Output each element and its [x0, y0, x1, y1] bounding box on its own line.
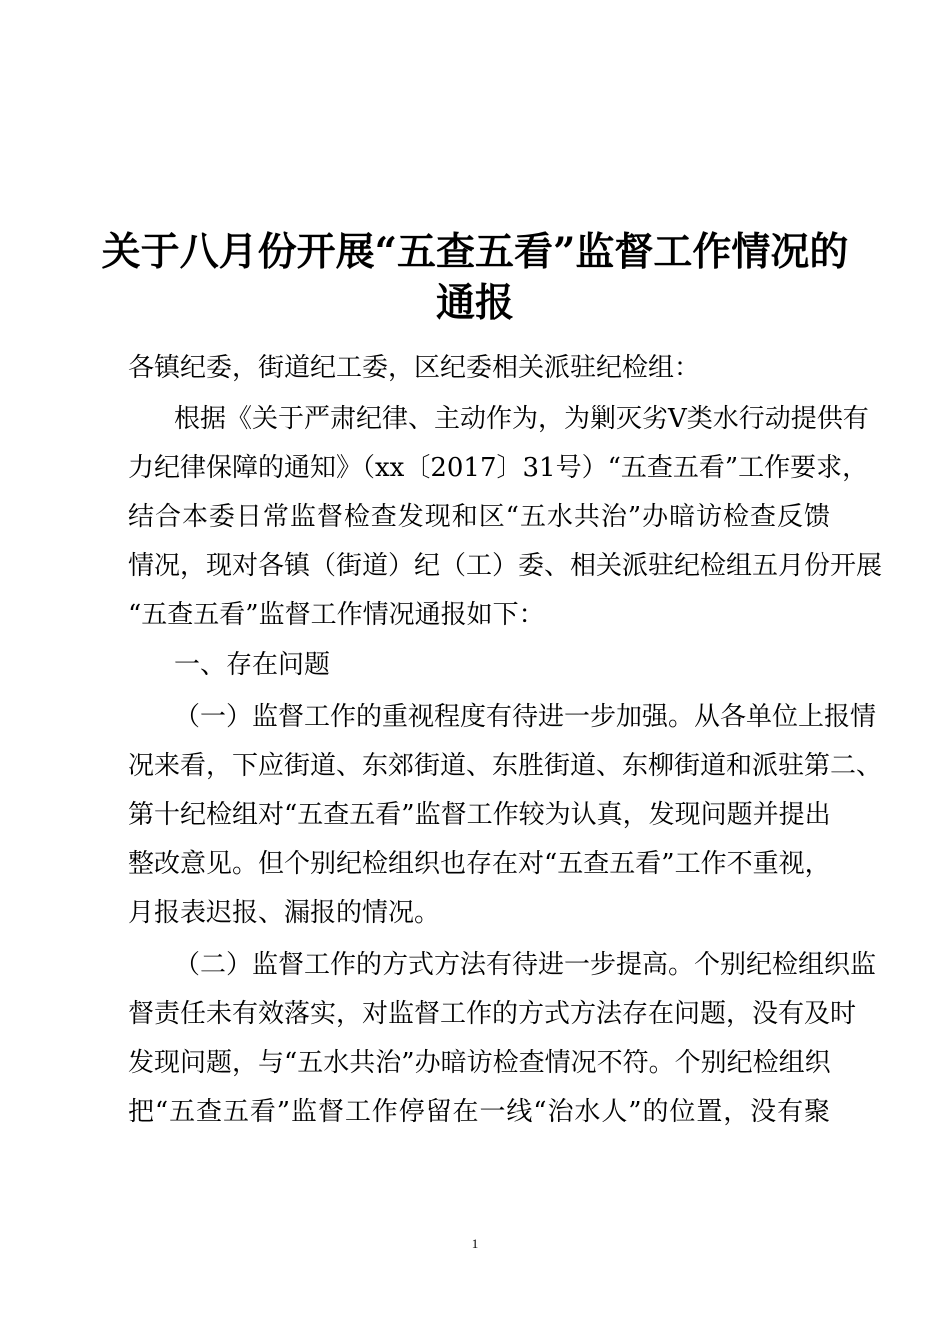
paragraph-1-line-4: 整改意见。但个别纪检组织也存在对“五查五看”工作不重视，: [128, 849, 831, 879]
paragraph-1-line-2: 况来看，下应街道、东郊街道、东胜街道、东柳街道和派驻第二、: [128, 751, 883, 781]
document-title-line-1: 关于八月份开展“五查五看”监督工作情况的: [101, 229, 849, 275]
intro-line-3: 结合本委日常监督检查发现和区“五水共治”办暗访检查反馈: [128, 502, 830, 532]
paragraph-1-line-1: （一）监督工作的重视程度有待进一步加强。从各单位上报情: [174, 702, 877, 732]
document-title-line-2: 通报: [435, 280, 514, 326]
page-number: 1: [471, 1236, 479, 1251]
intro-line-1: 根据《关于严肃纪律、主动作为，为剿灭劣Ⅴ类水行动提供有: [174, 404, 869, 434]
paragraph-1-line-5: 月报表迟报、漏报的情况。: [128, 898, 441, 928]
intro-line-4: 情况，现对各镇（街道）纪（工）委、相关派驻纪检组五月份开展: [128, 551, 883, 581]
paragraph-2-line-2: 督责任未有效落实，对监督工作的方式方法存在问题，没有及时: [128, 999, 857, 1029]
intro-line-2: 力纪律保障的通知》（xx〔2017〕31号）“五查五看”工作要求，: [128, 453, 869, 483]
paragraph-1-line-3: 第十纪检组对“五查五看”监督工作较为认真，发现问题并提出: [128, 800, 831, 830]
salutation: 各镇纪委，街道纪工委，区纪委相关派驻纪检组：: [128, 353, 701, 383]
paragraph-2-line-4: 把“五查五看”监督工作停留在一线“治水人”的位置，没有聚: [128, 1097, 830, 1127]
intro-line-5: “五查五看”监督工作情况通报如下：: [128, 600, 545, 630]
paragraph-2-line-1: （二）监督工作的方式方法有待进一步提高。个别纪检组织监: [174, 950, 877, 980]
section-heading: 一、存在问题: [174, 650, 331, 680]
paragraph-2-line-3: 发现问题，与“五水共治”办暗访检查情况不符。个别纪检组织: [128, 1048, 831, 1078]
